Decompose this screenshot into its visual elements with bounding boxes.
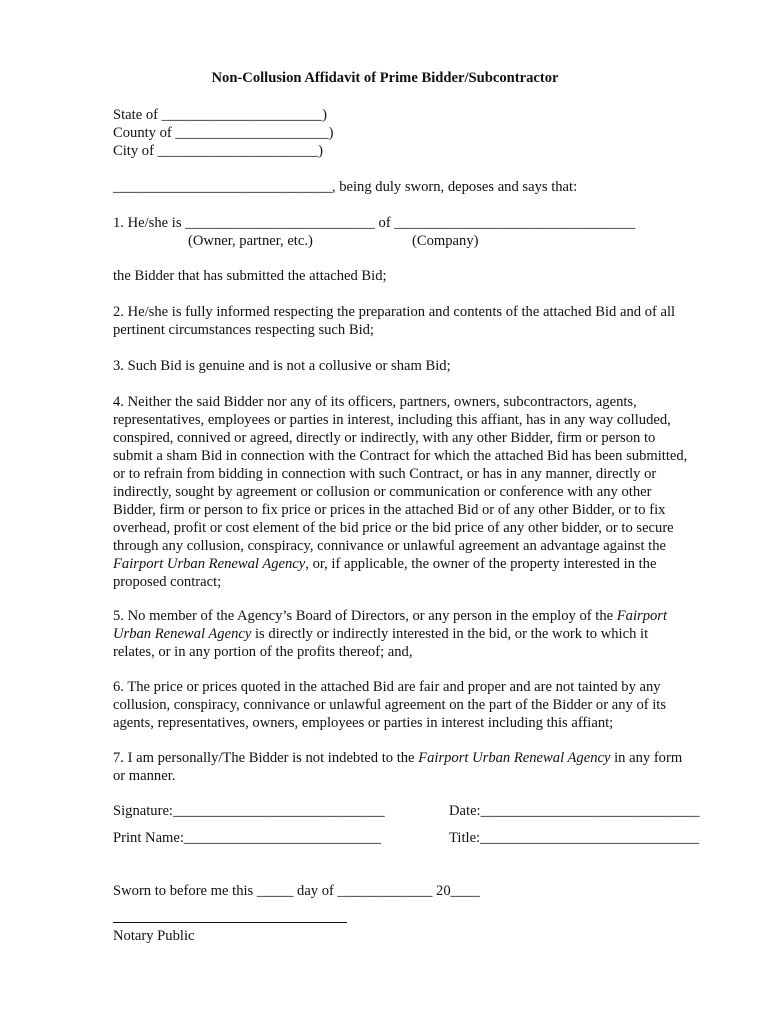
item-4-line: through any collusion, conspiracy, connivance or unlawful agreement an advantage against the [113, 538, 667, 554]
item-4-line: 4. Neither the said Bidder nor any of its officers, partners, owners, subcontractors, agents, [113, 394, 637, 410]
signature-field: Signature:_____________________________ [113, 803, 385, 819]
item-7-paragraph [113, 749, 713, 785]
item-4-text: , or, if applicable, the owner of the property interested in the [305, 556, 657, 572]
item-4-line-agency [113, 555, 713, 573]
item-3-paragraph: 3. Such Bid is genuine and is not a collusive or sham Bid; [113, 358, 451, 374]
item-5-text: is directly or indirectly interested in the bid, or the work to which it [251, 626, 649, 642]
item-4-line: conspired, connived or agreed, directly or indirectly, with any other Bidder, firm or person to [113, 430, 656, 446]
agency-name: Urban Renewal Agency [113, 626, 252, 642]
item-6-line: agents, representatives, owners, employees or parties in interest including this affiant; [113, 715, 614, 731]
item-4-line: representatives, employees or parties in interest, including this affiant, has in any way colluded, [113, 412, 671, 428]
city-field: City of ______________________) [113, 143, 323, 159]
item-5-text: 5. No member of the Agency’s Board of Directors, or any person in the employ of the [113, 608, 617, 624]
date-field: Date:______________________________ [449, 803, 700, 819]
item-1-company-caption: (Company) [412, 233, 479, 249]
state-field: State of ______________________) [113, 107, 328, 123]
item-2-line: pertinent circumstances respecting such Bid; [113, 322, 374, 338]
agency-name: Fairport Urban Renewal Agency [418, 750, 611, 766]
item-6-paragraph [113, 678, 713, 732]
item-4-line: overhead, profit or cost element of the bid price or the bid price of any other bidder, or to secure [113, 520, 674, 536]
item-5-line [113, 607, 713, 625]
item-4-line: submit a sham Bid in connection with the Contract for which the attached Bid has been submitted, [113, 448, 688, 464]
item-2-line: 2. He/she is fully informed respecting the preparation and contents of the attached Bid and of all [113, 304, 676, 320]
sworn-affiant-line: ______________________________, being duly sworn, deposes and says that: [113, 179, 578, 195]
county-field: County of _____________________) [113, 125, 334, 141]
notary-public-label: Notary Public [113, 928, 195, 944]
bidder-statement: the Bidder that has submitted the attached Bid; [113, 268, 387, 284]
item-7-line: or manner. [113, 768, 176, 784]
item-6-line: 6. The price or prices quoted in the attached Bid are fair and proper and are not tainted by any [113, 679, 661, 695]
print-name-field: Print Name:___________________________ [113, 830, 381, 846]
item-4-paragraph [113, 393, 713, 591]
item-7-text: 7. I am personally/The Bidder is not indebted to the [113, 750, 419, 766]
item-4-line: indirectly, sought by agreement or collusion or communication or conference with any other [113, 484, 652, 500]
item-4-line: or to refrain from bidding in connection with such Contract, or has in any manner, directly or [113, 466, 657, 482]
agency-name: Fairport Urban Renewal Agency [113, 556, 306, 572]
item-7-line [113, 749, 713, 767]
document-title: Non-Collusion Affidavit of Prime Bidder/Subcontractor [211, 70, 559, 86]
item-5-paragraph [113, 607, 713, 661]
item-7-text: in any form [610, 750, 683, 766]
item-6-line: collusion, conspiracy, connivance or unlawful agreement on the part of the Bidder or any of its [113, 697, 667, 713]
item-4-line: Bidder, firm or person to fix price or prices in the attached Bid or of any other Bidder, or to fix [113, 502, 666, 518]
item-2-paragraph [113, 303, 713, 339]
item-1-position-caption: (Owner, partner, etc.) [188, 233, 313, 249]
notary-signature-line [113, 922, 347, 923]
item-5-line [113, 625, 713, 643]
item-4-line: proposed contract; [113, 574, 222, 590]
item-5-line: relates, or in any portion of the profits thereof; and, [113, 644, 413, 660]
item-1-line: 1. He/she is __________________________ of _________________________________ [113, 215, 636, 231]
agency-name: Fairport [616, 608, 668, 624]
sworn-before-line: Sworn to before me this _____ day of _____________ 20____ [113, 883, 480, 899]
title-field: Title:______________________________ [449, 830, 700, 846]
